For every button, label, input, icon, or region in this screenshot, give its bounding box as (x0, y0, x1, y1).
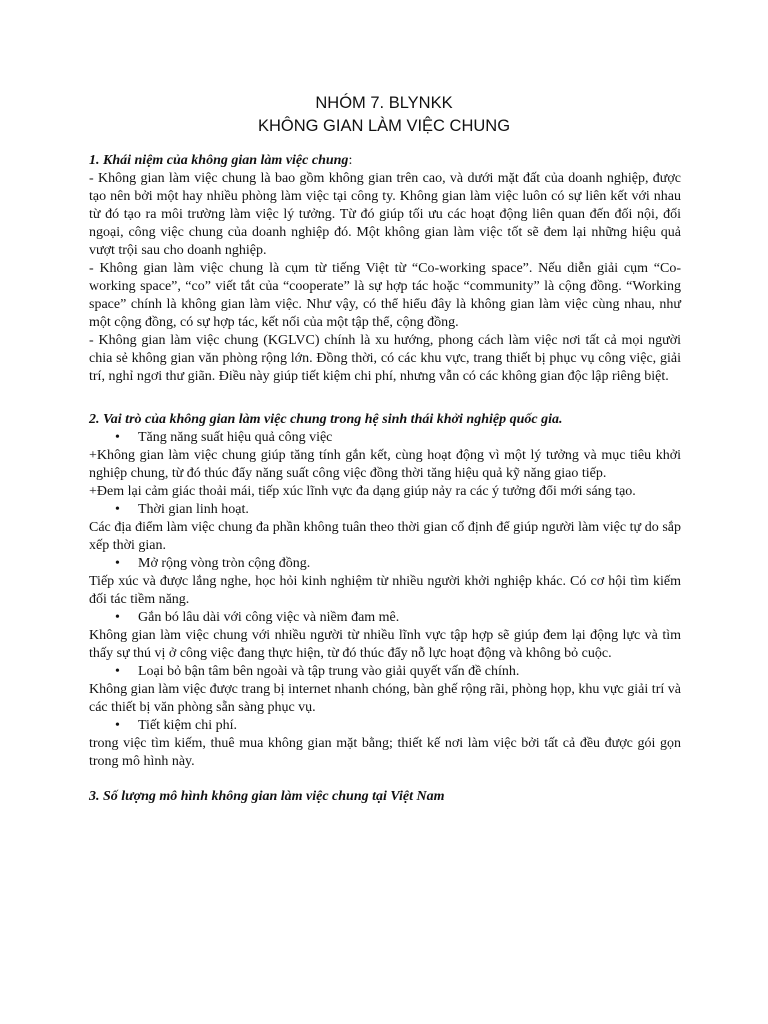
bullet-item (89, 663, 681, 681)
bullet-item (89, 555, 681, 573)
document-title (0, 92, 768, 138)
title-topic: KHÔNG GIAN LÀM VIỆC CHUNG (257, 117, 511, 135)
bullet-dot-icon: • (115, 502, 120, 517)
bullet-dot-icon: • (115, 610, 120, 625)
bullet-item (89, 717, 681, 735)
bullet-text: Loại bỏ bận tâm bên ngoài và tập trung vào giải quyết vấn đề chính. (138, 664, 520, 679)
section-2-paragraph: Các địa điểm làm việc chung đa phần không tuân theo thời gian cố định để giúp người làm việc tự do sắp xếp thời gian. (89, 520, 681, 553)
bullet-text: Tiết kiệm chi phí. (138, 718, 238, 733)
bullet-dot-icon: • (115, 718, 120, 733)
bullet-dot-icon: • (115, 664, 120, 679)
section-1-heading-colon: : (348, 153, 353, 168)
bullet-text: Gắn bó lâu dài với công việc và niềm đam mê. (138, 610, 400, 625)
section-3-heading: 3. Số lượng mô hình không gian làm việc chung tại Việt Nam (89, 789, 445, 804)
section-1-heading-text: 1. Khái niệm của không gian làm việc chung (89, 153, 349, 168)
bullet-dot-icon: • (115, 430, 120, 445)
bullet-text: Mở rộng vòng tròn cộng đồng. (138, 556, 311, 571)
section-2-paragraph: Không gian làm việc được trang bị internet nhanh chóng, bàn ghế rộng rãi, phòng họp, khu vực giải trí và các thiết bị văn phòng sẵn sàng phục vụ. (89, 682, 681, 715)
section-1-paragraph: - Không gian làm việc chung là cụm từ tiếng Việt từ “Co-working space”. Nếu diễn giải cụm “Co-working space”, “co” viết tắt của “cooperate” là sự hợp tác hoặc “community” là cộng đồng. “Working space” chính là không gian làm việc. Như vậy, có thể hiểu đây là không gian làm việc cùng nhau, như một cộng đồng, có sự hợp tác, kết nối của một tập thể, cộng đồng. (89, 261, 681, 330)
document-body (89, 152, 681, 806)
bullet-item (89, 429, 681, 447)
spacer (89, 386, 681, 411)
bullet-item (89, 609, 681, 627)
section-2-paragraph: +Không gian làm việc chung giúp tăng tính gắn kết, cùng hoạt động vì một lý tưởng và mục tiêu khởi nghiệp chung, từ đó thúc đẩy năng suất công việc đồng thời tăng hiệu quả kỹ năng giao tiếp. (89, 448, 681, 481)
bullet-dot-icon: • (115, 556, 120, 571)
bullet-text: Tăng năng suất hiệu quả công việc (138, 430, 333, 445)
section-1-paragraph: - Không gian làm việc chung là bao gồm không gian trên cao, và dưới mặt đất của doanh nghiệp, được tạo nên bởi một hay nhiều phòng làm việc tại công ty. Không gian làm việc luôn có sự liên kết với nhau từ đó tạo ra môi trường làm việc lý tưởng. Từ đó giúp tối ưu các hoạt động liên quan đến đối nội, đối ngoại, công việc chung của doanh nghiệp đó. Một không gian làm việc tốt sẽ đem lại những hiệu quả vượt trội sau cho doanh nghiệp. (89, 171, 681, 258)
title-group: NHÓM 7. BLYNKK (315, 94, 453, 112)
section-2-paragraph: Không gian làm việc chung với nhiều người từ nhiều lĩnh vực tập hợp sẽ giúp đem lại động lực và tìm thấy sự thú vị ở công việc đang thực hiện, từ đó thúc đẩy nỗ lực hoạt động và không bỏ cuộc. (89, 628, 681, 661)
section-1-paragraph: - Không gian làm việc chung (KGLVC) chính là xu hướng, phong cách làm việc nơi tất cả mọi người chia sẻ không gian văn phòng rộng lớn. Đồng thời, có các khu vực, trang thiết bị phục vụ công việc, giải trí, nghỉ ngơi thư giãn. Điều này giúp tiết kiệm chi phí, nhưng vẫn có các không gian độc lập riêng biệt. (89, 333, 681, 384)
section-2-paragraph: Tiếp xúc và được lắng nghe, học hỏi kinh nghiệm từ nhiều người khởi nghiệp khác. Có cơ hội tìm kiếm đối tác tiềm năng. (89, 574, 681, 607)
section-1-heading (89, 152, 681, 170)
bullet-item (89, 501, 681, 519)
section-2-heading: 2. Vai trò của không gian làm việc chung trong hệ sinh thái khởi nghiệp quốc gia. (89, 412, 563, 427)
bullet-text: Thời gian linh hoạt. (138, 502, 249, 517)
section-2-paragraph: trong việc tìm kiếm, thuê mua không gian mặt bằng; thiết kế nơi làm việc bởi tất cả đều được gói gọn trong mô hình này. (89, 736, 681, 769)
spacer (89, 771, 681, 788)
section-2-paragraph: +Đem lại cảm giác thoải mái, tiếp xúc lĩnh vực đa dạng giúp nảy ra các ý tưởng đổi mới sáng tạo. (89, 484, 636, 499)
